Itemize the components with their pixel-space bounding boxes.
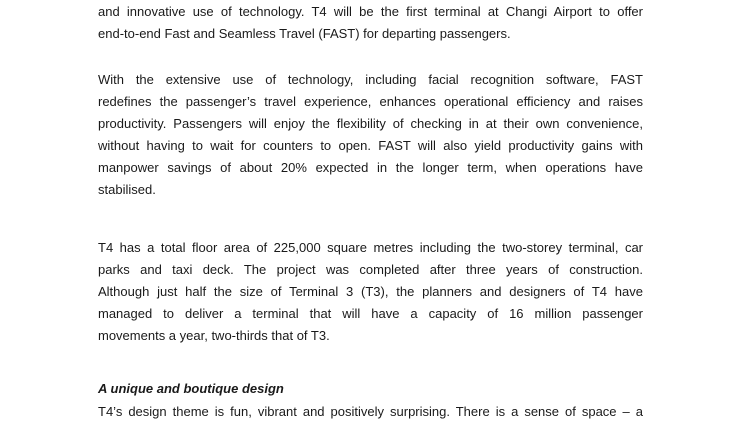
paragraph-design-theme (98, 401, 643, 423)
paragraph-technology (98, 69, 643, 201)
text-line: Although just half the size of Terminal 3 (T3), the planners and designers of T4 have (98, 284, 643, 299)
text-line: T4 has a total floor area of 225,000 square metres including the two-storey terminal, car (98, 240, 643, 255)
text-line: movements a year, two-thirds that of T3. (98, 328, 330, 343)
text-line: redefines the passenger’s travel experience, enhances operational efficiency and raises (98, 94, 643, 109)
text-line: managed to deliver a terminal that will have a capacity of 16 million passenger (98, 306, 643, 321)
text-line: T4’s design theme is fun, vibrant and positively surprising. There is a sense of space – a (98, 404, 643, 419)
text-line: stabilised. (98, 182, 156, 197)
section-heading: A unique and boutique design (98, 381, 284, 396)
text-line: end-to-end Fast and Seamless Travel (FAST) for departing passengers. (98, 26, 511, 41)
text-line: parks and taxi deck. The project was completed after three years of construction. (98, 262, 643, 277)
text-line: without having to wait for counters to open. FAST will also yield productivity gains with (98, 138, 643, 153)
paragraph-fast-intro (98, 1, 643, 45)
text-line: manpower savings of about 20% expected in the longer term, when operations have (98, 160, 643, 175)
text-line: and innovative use of technology. T4 will be the first terminal at Changi Airport to offer (98, 4, 643, 19)
paragraph-floor-area (98, 237, 643, 347)
text-line: productivity. Passengers will enjoy the flexibility of checking in at their own convenience, (98, 116, 643, 131)
text-line: With the extensive use of technology, including facial recognition software, FAST (98, 72, 643, 87)
